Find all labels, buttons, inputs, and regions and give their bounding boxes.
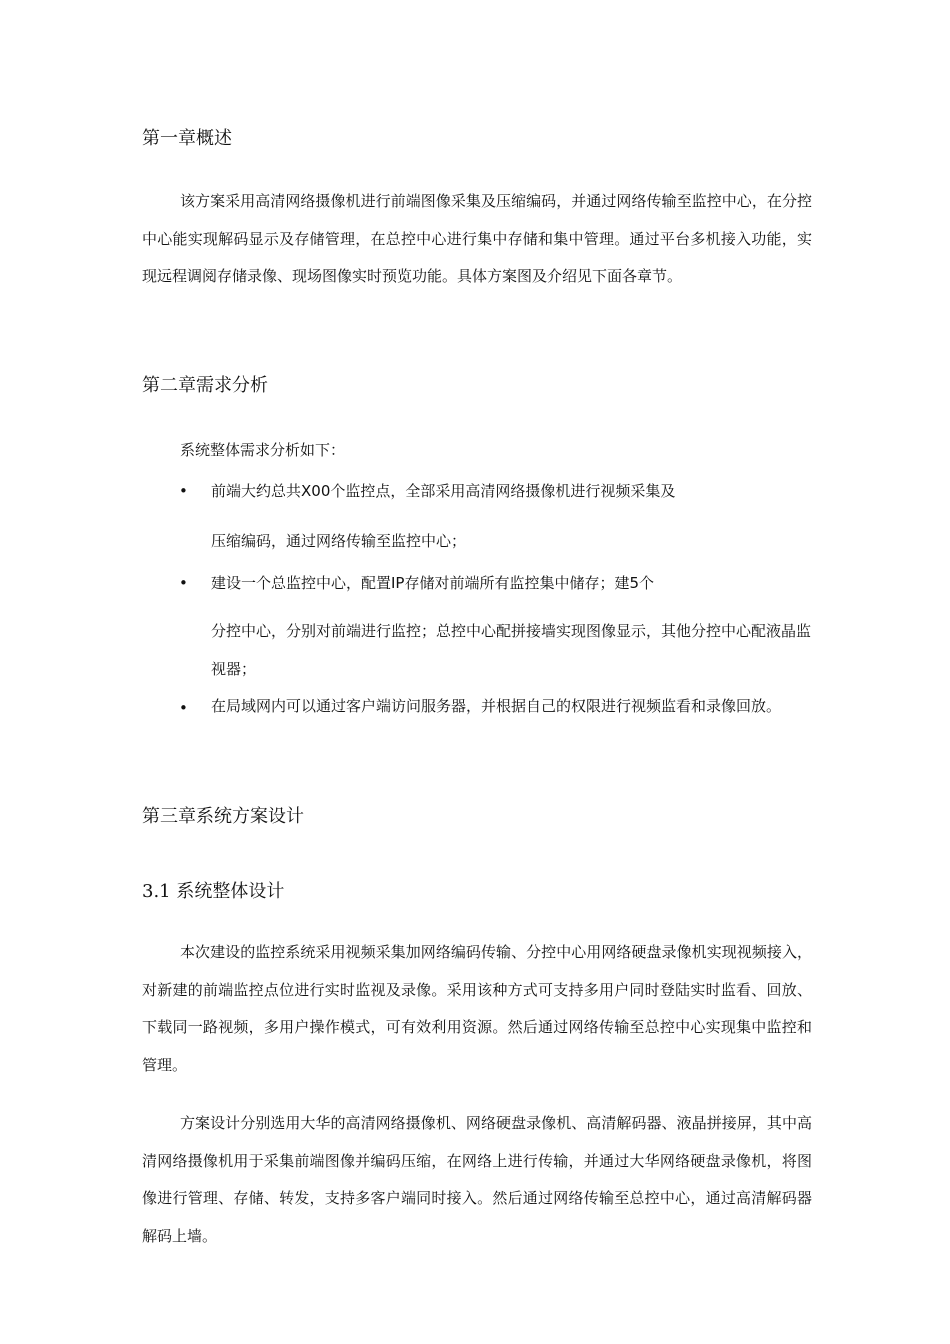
chapter-1-paragraph: 该方案采用高清网络摄像机进行前端图像采集及压缩编码，并通过网络传输至监控中心，在分控中心能实现解码显示及存储管理，在总控中心进行集中存储和集中管理。通过平台多机接入功能，实现远程调阅存储录像、现场图像实时预览功能。具体方案图及介绍见下面各章节。 <box>142 192 812 285</box>
bullet-1-line-1: 前端大约总共X00个监控点，全部采用高清网络摄像机进行视频采集及 <box>211 482 676 500</box>
chapter-1-title: 第一章概述 <box>142 128 232 149</box>
bullet-1-line-2: 压缩编码，通过网络传输至监控中心； <box>211 532 467 550</box>
section-title: 系统整体设计 <box>176 881 285 902</box>
chapter-3-title: 第三章系统方案设计 <box>142 806 304 827</box>
bullet-marker: • <box>179 574 188 592</box>
section-number: 3.1 <box>142 881 171 902</box>
chapter-2-title: 第二章需求分析 <box>142 375 268 396</box>
requirements-intro: 系统整体需求分析如下： <box>180 441 346 459</box>
bullet-3-text: 在局域网内可以通过客户端访问服务器，并根据自己的权限进行视频监看和录像回放。 <box>211 697 782 715</box>
bullet-2-line-2: 分控中心，分别对前端进行监控；总控中心配拼接墙实现图像显示，其他分控中心配液晶监视器； <box>211 622 812 678</box>
section-3-1-heading <box>142 877 284 903</box>
bullet-2-line-1: 建设一个总监控中心，配置IP存储对前端所有监控集中储存；建5个 <box>211 574 655 592</box>
bullet-marker: • <box>179 699 188 717</box>
chapter-3-paragraph-1: 本次建设的监控系统采用视频采集加网络编码传输、分控中心用网络硬盘录像机实现视频接入，对新建的前端监控点位进行实时监视及录像。采用该种方式可支持多用户同时登陆实时监看、回放、下载同一路视频，多用户操作模式，可有效利用资源。然后通过网络传输至总控中心实现集中监控和管理。 <box>142 943 812 1074</box>
chapter-3-paragraph-2: 方案设计分别选用大华的高清网络摄像机、网络硬盘录像机、高清解码器、液晶拼接屏，其中高清网络摄像机用于采集前端图像并编码压缩，在网络上进行传输，并通过大华网络硬盘录像机，将图像进行管理、存储、转发，支持多客户端同时接入。然后通过网络传输至总控中心，通过高清解码器解码上墙。 <box>142 1114 812 1245</box>
bullet-marker: • <box>179 482 188 500</box>
